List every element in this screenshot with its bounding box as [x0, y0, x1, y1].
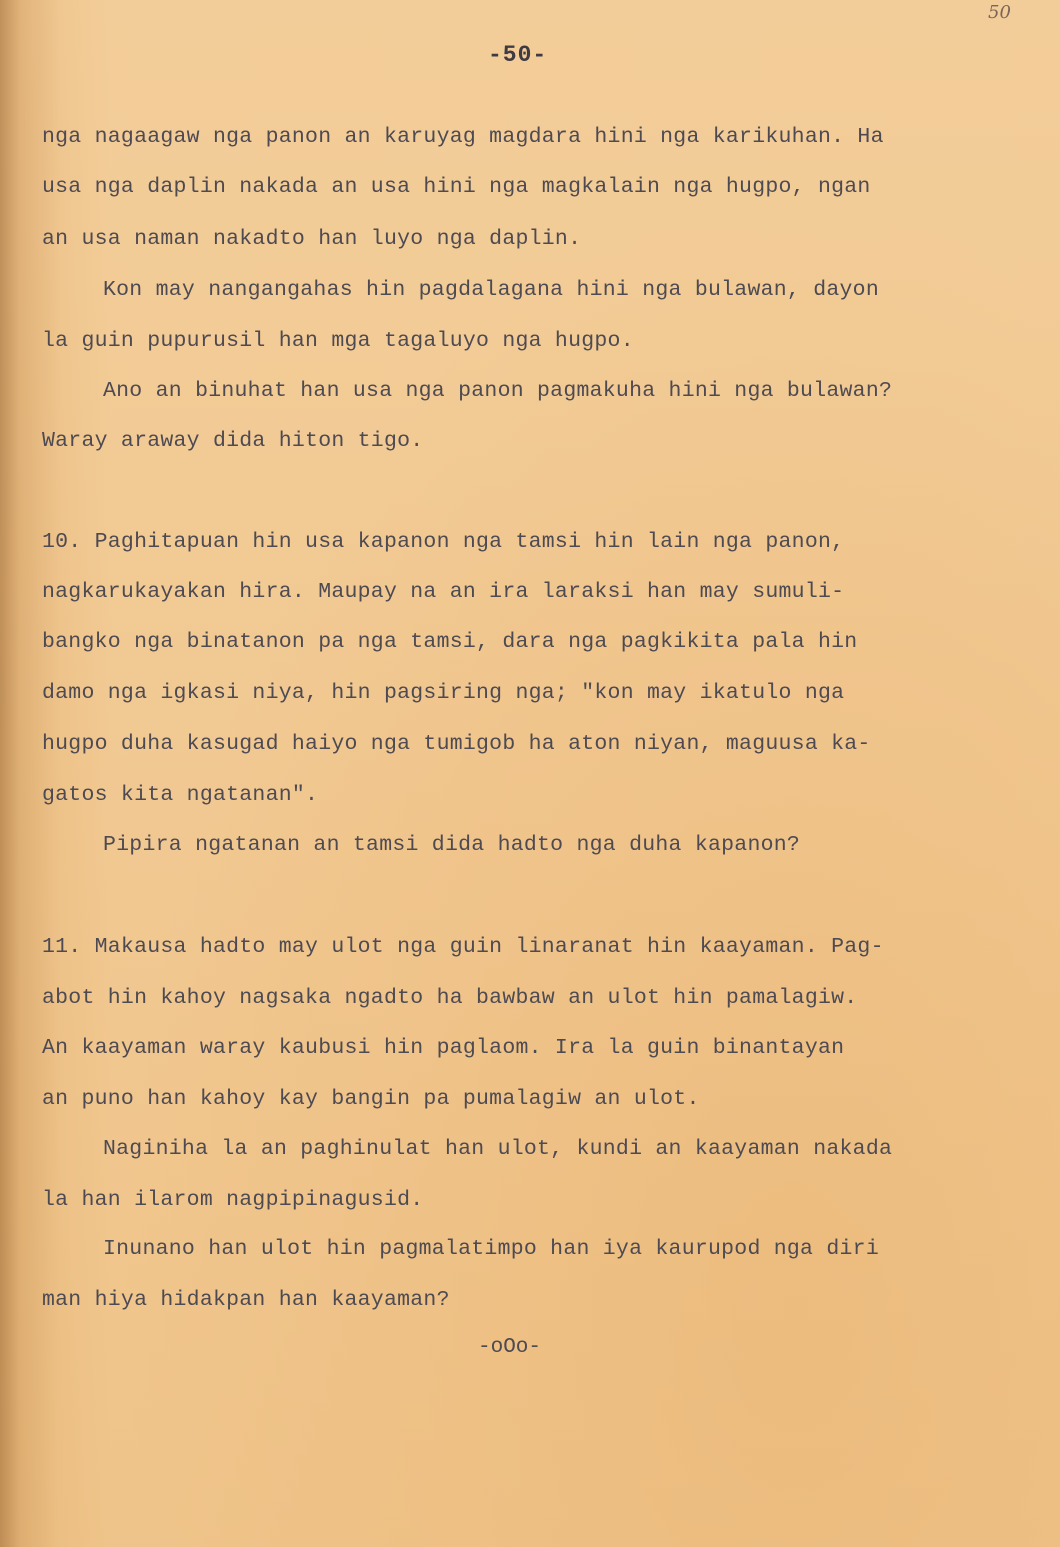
text-line: Pipira ngatanan an tamsi dida hadto nga duha kapanon? — [103, 833, 801, 857]
text-line: la han ilarom nagpipinagusid. — [42, 1188, 424, 1212]
end-mark: -oOo- — [478, 1336, 542, 1359]
text-line: usa nga daplin nakada an usa hini nga magkalain nga hugpo, ngan — [42, 175, 871, 199]
text-line: an puno han kahoy kay bangin pa pumalagiw an ulot. — [42, 1087, 700, 1111]
text-line: nga nagaagaw nga panon an karuyag magdara hini nga karikuhan. Ha — [42, 125, 884, 149]
text-line: Ano an binuhat han usa nga panon pagmakuha hini nga bulawan? — [103, 379, 893, 403]
corner-page-mark: 50 — [988, 2, 1011, 23]
text-line: la guin pupurusil han mga tagaluyo nga hugpo. — [42, 329, 634, 353]
text-line: Naginiha la an paghinulat han ulot, kundi an kaayaman nakada — [103, 1137, 893, 1161]
text-line: Waray araway dida hiton tigo. — [42, 429, 424, 453]
text-line: bangko nga binatanon pa nga tamsi, dara nga pagkikita pala hin — [42, 630, 858, 654]
text-line: nagkarukayakan hira. Maupay na an ira laraksi han may sumuli- — [42, 580, 845, 604]
text-line: an usa naman nakadto han luyo nga daplin. — [42, 227, 582, 251]
text-line: 11. Makausa hadto may ulot nga guin linaranat hin kaayaman. Pag- — [42, 935, 884, 959]
text-line: An kaayaman waray kaubusi hin paglaom. Ira la guin binantayan — [42, 1036, 845, 1060]
page-number: -50- — [488, 42, 548, 68]
text-line: gatos kita ngatanan". — [42, 783, 319, 807]
text-line: Inunano han ulot hin pagmalatimpo han iya kaurupod nga diri — [103, 1237, 879, 1261]
text-line: abot hin kahoy nagsaka ngadto ha bawbaw an ulot hin pamalagiw. — [42, 986, 858, 1010]
text-line: damo nga igkasi niya, hin pagsiring nga; "kon may ikatulo nga — [42, 681, 845, 705]
text-line: man hiya hidakpan han kaayaman? — [42, 1288, 450, 1312]
text-line: hugpo duha kasugad haiyo nga tumigob ha aton niyan, maguusa ka- — [42, 732, 871, 756]
text-line: 10. Paghitapuan hin usa kapanon nga tamsi hin lain nga panon, — [42, 530, 845, 554]
text-line: Kon may nangangahas hin pagdalagana hini nga bulawan, dayon — [103, 278, 879, 302]
